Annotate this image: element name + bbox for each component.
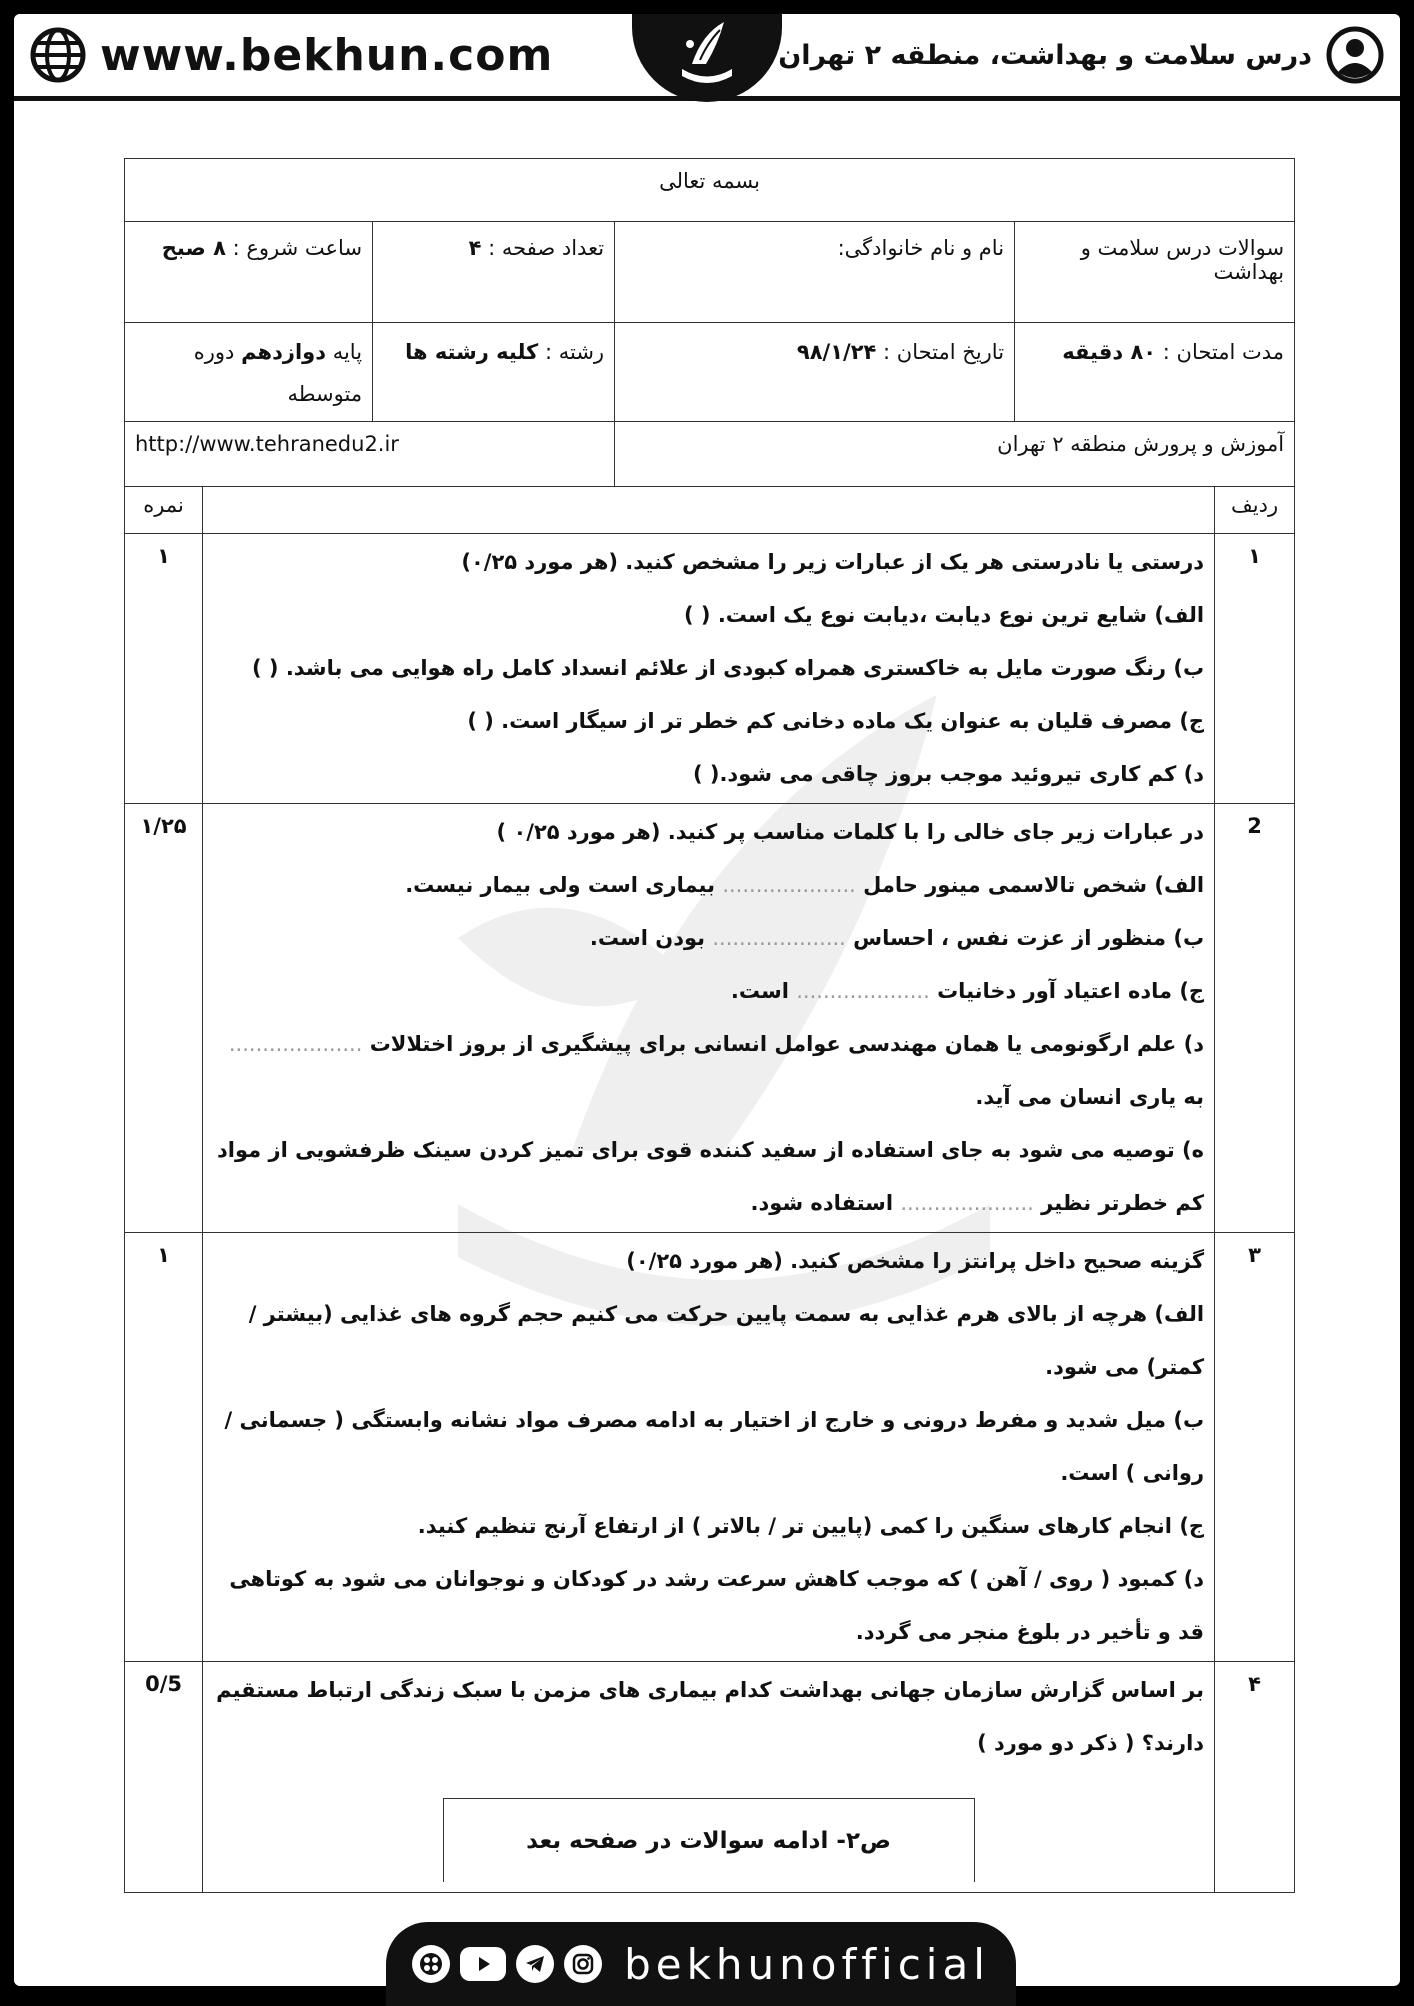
aparat-icon[interactable] — [412, 1945, 450, 1983]
social-bar — [386, 1922, 1016, 2006]
question-score: 0/5 — [125, 1662, 203, 1893]
question-line: ج) انجام کارهای سنگین را کمی (پایین تر / بالاتر ) از ارتفاع آرنج تنظیم کنید. — [417, 1514, 1205, 1538]
site-link[interactable] — [30, 20, 553, 90]
blank-before: ه) توصیه می شود به جای استفاده از سفید کننده قوی برای تمیز کردن سینک ظرفشویی از مواد کم خطرتر نظیر — [217, 1138, 1205, 1215]
start-value: ۸ صبح — [161, 236, 226, 260]
course-title-text: درس سلامت و بهداشت، منطقه ۲ تهران — [778, 39, 1312, 71]
question-line: درستی یا نادرستی هر یک از عبارات زیر را مشخص کنید. (هر مورد ۰/۲۵) — [461, 550, 1205, 574]
question-number: ۴ — [1215, 1662, 1295, 1893]
question-line: الف) شایع ترین نوع دیابت ،دیابت نوع یک است. ( ) — [684, 603, 1205, 627]
blank: .................... — [722, 873, 856, 897]
blank-before: ب) منظور از عزت نفس ، احساس — [853, 926, 1205, 950]
grade-cell — [125, 323, 373, 422]
question-row — [125, 534, 1295, 804]
grade-suffix: دوره متوسطه — [193, 340, 363, 406]
blank-before: د) علم ارگونومی یا همان مهندسی عوامل انسانی برای پیشگیری از بروز اختلالات — [369, 1032, 1205, 1056]
duration-label: مدت امتحان : — [1162, 340, 1285, 364]
question-line: ب) میل شدید و مفرط درونی و خارج از اختیار به ادامه مصرف مواد نشانه وابستگی ( جسمانی / روانی ) است. — [224, 1408, 1205, 1485]
date-value: ۹۸/۱/۲۴ — [796, 340, 877, 364]
site-url[interactable]: www.bekhun.com — [100, 29, 554, 81]
start-time-cell — [125, 222, 373, 323]
name-field — [615, 222, 1015, 323]
social-handle[interactable]: bekhunofficial — [624, 1939, 990, 1989]
duration-cell — [1015, 323, 1295, 422]
telegram-icon[interactable] — [516, 1945, 554, 1983]
blank: .................... — [900, 1191, 1034, 1215]
duration-value: ۸۰ دقیقه — [1062, 340, 1157, 364]
pages-cell — [373, 222, 615, 323]
user-avatar-icon — [1326, 26, 1384, 84]
blank-item — [213, 1018, 1204, 1124]
blank: .................... — [712, 926, 846, 950]
blank-after: بودن است. — [589, 926, 706, 950]
questions-label: سوالات درس سلامت و بهداشت — [1015, 222, 1295, 323]
blank-item — [213, 859, 1204, 912]
question-line: الف) هرچه از بالای هرم غذایی به سمت پایین حرکت می کنیم حجم گروه های غذایی (بیشتر / کمتر) می شود. — [248, 1302, 1205, 1379]
question-line: د) کمبود ( روی / آهن ) که موجب کاهش سرعت رشد در کودکان و نوجوانان می شود به کوتاهی قد و تأخیر در بلوغ منجر می گردد. — [229, 1567, 1205, 1644]
start-label: ساعت شروع : — [232, 236, 363, 260]
logo-icon — [662, 14, 752, 94]
exam-table — [124, 158, 1295, 1893]
question-body — [203, 1233, 1215, 1662]
blank-item — [213, 912, 1204, 965]
blank-after: است. — [730, 979, 789, 1003]
question-intro: در عبارات زیر جای خالی را با کلمات مناسب پر کنید. (هر مورد ۰/۲۵ ) — [496, 820, 1205, 844]
col-row-no: ردیف — [1215, 487, 1295, 534]
blank: .................... — [228, 1032, 363, 1056]
question-score: ۱ — [125, 534, 203, 804]
date-label: تاریخ امتحان : — [883, 340, 1005, 364]
blank-item — [213, 1124, 1204, 1230]
blank-after: استفاده شود. — [750, 1191, 894, 1215]
blank-after: بیماری است ولی بیمار نیست. — [405, 873, 715, 897]
bekhun-logo — [632, 14, 782, 102]
org-name: آموزش و پرورش منطقه ۲ تهران — [615, 422, 1295, 487]
field-cell — [373, 323, 615, 422]
question-score: ۱ — [125, 1233, 203, 1662]
blank-before: ج) ماده اعتیاد آور دخانیات — [937, 979, 1205, 1003]
globe-icon — [30, 27, 86, 83]
field-value: کلیه رشته ها — [405, 340, 539, 364]
grade-label: پایه — [332, 340, 363, 364]
question-number: 2 — [1215, 804, 1295, 1233]
blank-after: به یاری انسان می آید. — [975, 1085, 1205, 1109]
field-label: رشته : — [544, 340, 605, 364]
question-line: بر اساس گزارش سازمان جهانی بهداشت کدام بیماری های مزمن با سبک زندگی ارتباط مستقیم دارند؟ ( ذکر دو مورد ) — [216, 1678, 1205, 1755]
question-line: ج) مصرف قلیان به عنوان یک ماده دخانی کم خطر تر از سیگار است. ( ) — [467, 709, 1205, 733]
col-score: نمره — [125, 487, 203, 534]
blank-before: الف) شخص تالاسمی مینور حامل — [863, 873, 1205, 897]
name-label: نام و نام خانوادگی: — [837, 236, 1005, 260]
course-title — [778, 20, 1384, 90]
question-number: ۱ — [1215, 534, 1295, 804]
blank: .................... — [796, 979, 930, 1003]
question-row — [125, 804, 1295, 1233]
question-body — [203, 534, 1215, 804]
youtube-icon[interactable] — [460, 1947, 506, 1981]
header-bar — [14, 14, 1400, 101]
website-link[interactable]: http://www.tehranedu2.ir — [125, 422, 615, 487]
grade-value: دوازدهم — [241, 340, 327, 364]
question-row — [125, 1233, 1295, 1662]
question-body — [203, 804, 1215, 1233]
question-line: گزینه صحیح داخل پرانتز را مشخص کنید. (هر مورد ۰/۲۵) — [626, 1249, 1205, 1273]
continue-note: ص۲- ادامه سوالات در صفحه بعد — [443, 1798, 975, 1882]
question-line: د) کم کاری تیروئید موجب بروز چاقی می شود.( ) — [692, 762, 1205, 786]
question-row — [125, 1662, 1295, 1893]
basmala: بسمه تعالی — [125, 159, 1295, 222]
pages-label: تعداد صفحه : — [488, 236, 605, 260]
question-score: ۱/۲۵ — [125, 804, 203, 1233]
pages-value: ۴ — [468, 236, 482, 260]
date-cell — [615, 323, 1015, 422]
question-line: ب) رنگ صورت مایل به خاکستری همراه کبودی از علائم انسداد کامل راه هوایی می باشد. ( ) — [252, 656, 1205, 680]
col-question — [203, 487, 1215, 534]
question-body — [203, 1662, 1215, 1893]
question-number: ۳ — [1215, 1233, 1295, 1662]
instagram-icon[interactable] — [564, 1945, 602, 1983]
blank-item — [213, 965, 1204, 1018]
